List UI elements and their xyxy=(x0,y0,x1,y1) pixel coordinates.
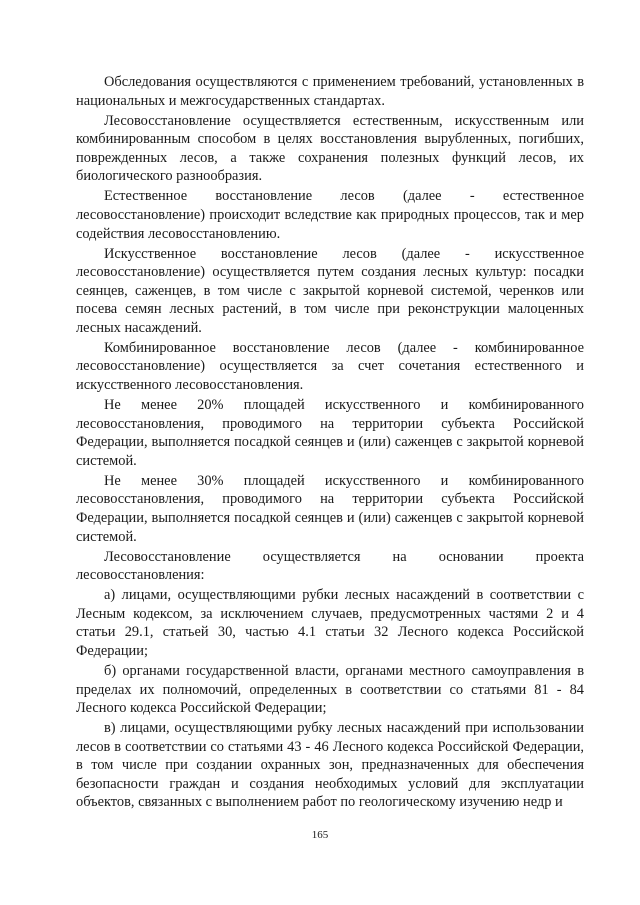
paragraph: Комбинированное восстановление лесов (далее - комбинированное лесовосстановление) осуществляется за счет сочетания естественного и искусственного лесовосстановления. xyxy=(76,339,584,394)
paragraph: Лесовосстановление осуществляется естественным, искусственным или комбинированным способом в целях восстановления вырубленных, погибших, поврежденных лесов, а также сохранения полезных функций лесов, их биологического разнообразия. xyxy=(76,112,584,185)
paragraph: Искусственное восстановление лесов (далее - искусственное лесовосстановление) осуществляется путем создания лесных культур: посадки сеянцев, саженцев, в том числе с закрытой корневой системой, черенков или посева семян лесных растений, в том числе при реконструкции малоценных лесных насаждений. xyxy=(76,245,584,336)
paragraph: Не менее 20% площадей искусственного и комбинированного лесовосстановления, проводимого на территории субъекта Российской Федерации, выполняется посадкой сеянцев и (или) саженцев с закрытой корневой системой. xyxy=(76,397,584,469)
paragraph: Обследования осуществляются с применением требований, установленных в национальных и межгосударственных стандартах. xyxy=(76,74,584,109)
paragraph: Лесовосстановление осуществляется на основании проекта лесовосстановления: xyxy=(76,548,584,584)
list-item-a: а) лицами, осуществляющими рубки лесных насаждений в соответствии с Лесным кодексом, за исключением случаев, предусмотренных частями 2 и 4 статьи 29.1, статьей 30, частью 4.1 статьи 32 Лесного кодекса Российской Федерации; xyxy=(76,587,584,659)
paragraph: Не менее 30% площадей искусственного и комбинированного лесовосстановления, проводимого на территории субъекта Российской Федерации, выполняется посадкой сеянцев и (или) саженцев с закрытой корневой системой. xyxy=(76,472,584,545)
page-number: 165 xyxy=(311,829,329,841)
body-text xyxy=(76,73,584,813)
list-item-b: б) органами государственной власти, органами местного самоуправления в пределах их полномочий, определенных в соответствии со статьями 81 - 84 Лесного кодекса Российской Федерации; xyxy=(76,662,584,717)
paragraph: Естественное восстановление лесов (далее - естественное лесовосстановление) происходит вследствие как природных процессов, так и мер содействия лесовосстановлению. xyxy=(76,188,584,242)
list-item-c: в) лицами, осуществляющими рубку лесных насаждений при использовании лесов в соответствии со статьями 43 - 46 Лесного кодекса Российской Федерации, в том числе при создании охранных зон, предназначенных для обеспечения безопасности граждан и создания необходимых условий для эксплуатации объектов, связанных с выполнением работ по геологическому изучению недр и xyxy=(76,720,584,811)
